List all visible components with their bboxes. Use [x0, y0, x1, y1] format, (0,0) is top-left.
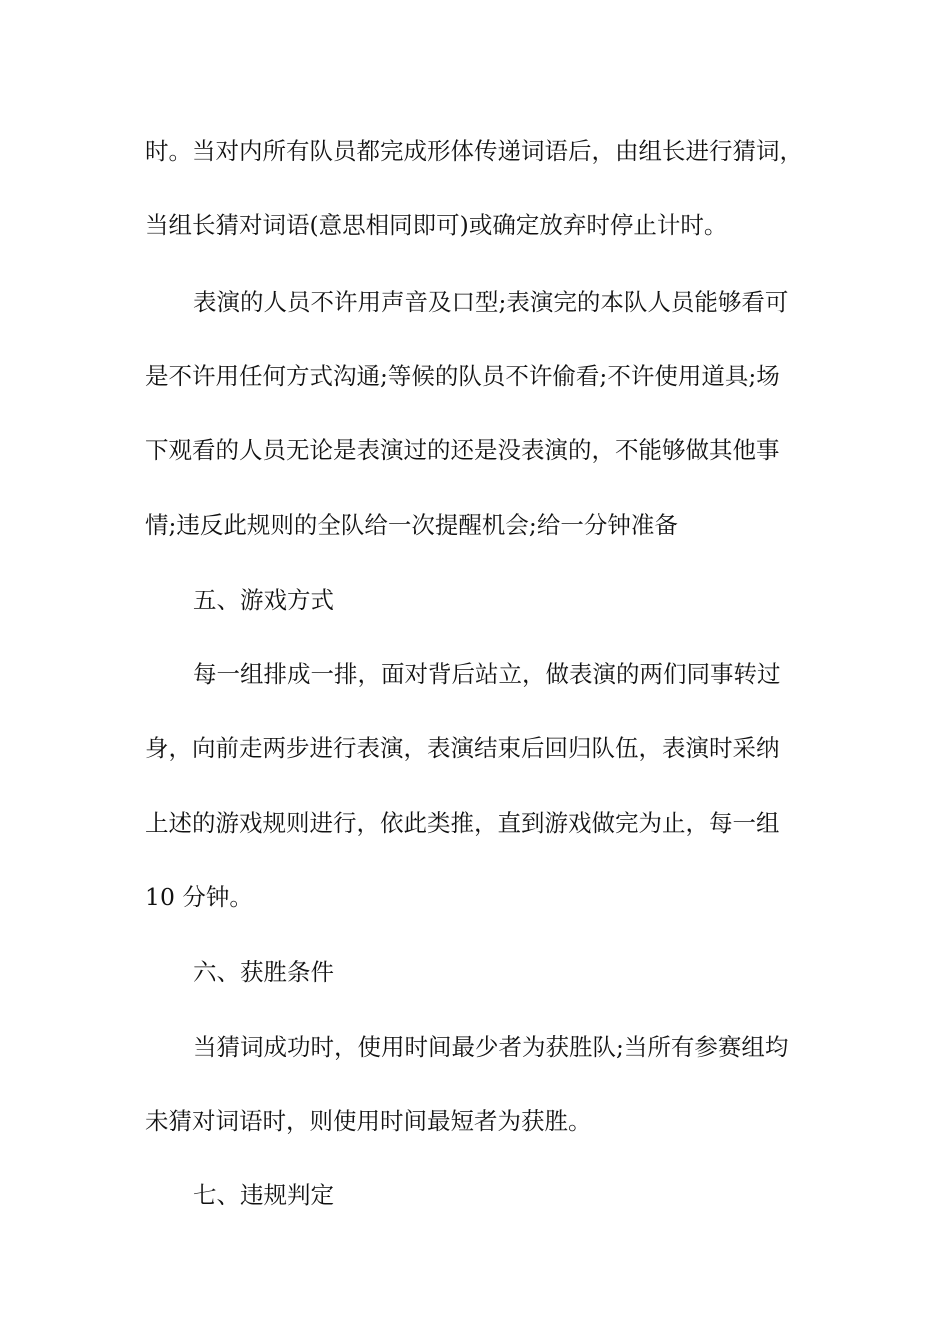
text-line: 当组长猜对词语(意思相同即可)或确定放弃时停止计时。 — [145, 211, 728, 239]
section-heading: 五、游戏方式 — [193, 586, 334, 614]
section-heading: 六、获胜条件 — [193, 958, 334, 986]
text-line: 10 分钟。 — [145, 883, 253, 911]
paragraph-start: 表演的人员不许用声音及口型;表演完的本队人员能够看可 — [193, 288, 789, 316]
section-heading: 七、违规判定 — [193, 1181, 334, 1209]
text-line: 时。当对内所有队员都完成形体传递词语后，由组长进行猜词， — [145, 137, 803, 165]
paragraph-start: 当猜词成功时，使用时间最少者为获胜队;当所有参赛组均 — [193, 1033, 789, 1061]
text-line: 未猜对词语时，则使用时间最短者为获胜。 — [145, 1107, 592, 1135]
text-line: 情;违反此规则的全队给一次提醒机会;给一分钟准备 — [145, 511, 678, 539]
text-line: 下观看的人员无论是表演过的还是没表演的，不能够做其他事 — [145, 436, 780, 464]
text-line: 是不许用任何方式沟通;等候的队员不许偷看;不许使用道具;场 — [145, 362, 780, 390]
text-line: 上述的游戏规则进行，依此类推，直到游戏做完为止，每一组 — [145, 809, 780, 837]
text-line: 身，向前走两步进行表演，表演结束后回归队伍，表演时采纳 — [145, 734, 780, 762]
paragraph-start: 每一组排成一排，面对背后站立，做表演的两们同事转过 — [193, 660, 781, 688]
